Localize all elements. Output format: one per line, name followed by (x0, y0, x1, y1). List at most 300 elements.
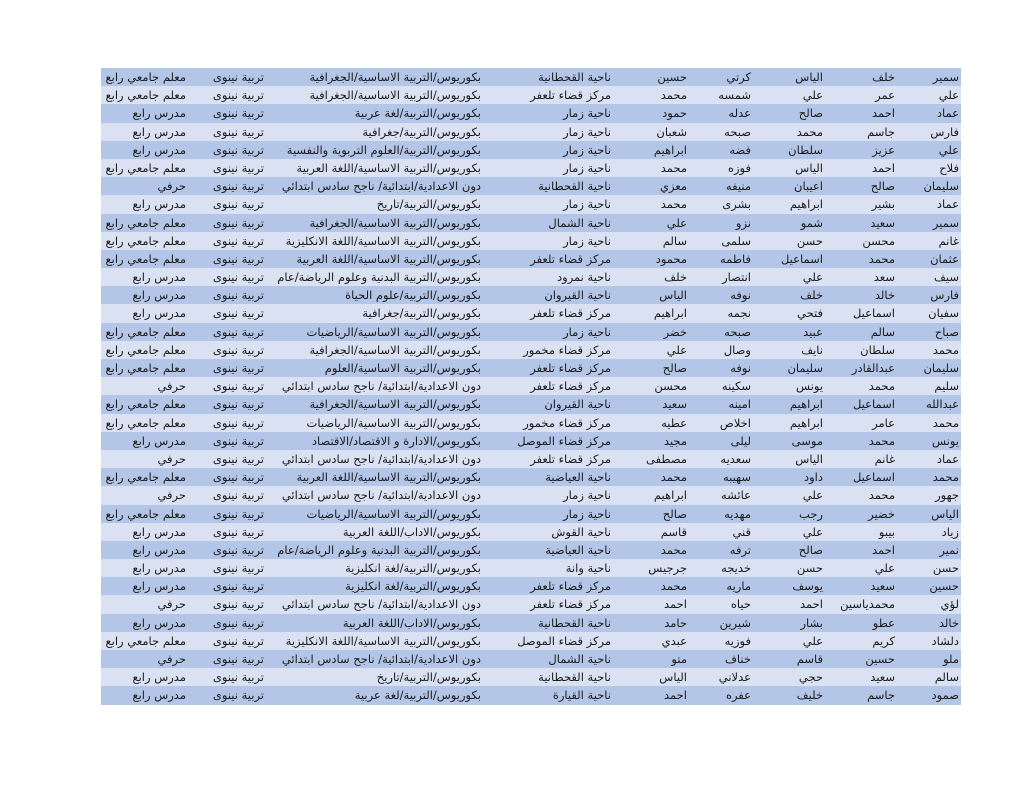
table-row (101, 559, 961, 577)
table-cell: عماد (936, 106, 959, 121)
table-cell: ناحية الشمال (548, 215, 611, 230)
table-cell: مركز قضاء تلعفر (530, 251, 611, 266)
table-cell: تربية نينوى (212, 361, 264, 375)
table-cell: حرفي (157, 597, 186, 612)
table-cell: مدرس رابع (132, 197, 186, 212)
table-cell: بكوريوس/التربية الاساسية/اللغة العربية (296, 251, 481, 266)
table-cell: معلم جامعي رابع (105, 633, 186, 648)
table-cell: علي (802, 633, 823, 648)
table-cell: عماد (936, 451, 959, 466)
table-cell: مركز قضاء تلعفر (530, 579, 611, 594)
table-cell: معزي (659, 179, 687, 194)
table-cell: وصال (723, 342, 751, 357)
table-cell: ابراهيم (653, 488, 687, 503)
table-cell: محمد (660, 470, 687, 485)
table-cell: ماريه (726, 579, 751, 594)
table-cell: ابراهيم (789, 197, 823, 212)
table-cell: قني (732, 524, 751, 539)
table-cell: بكوريوس/التربية الاساسية/الجغرافية (309, 70, 481, 84)
table-cell: سليمان (787, 361, 823, 375)
table-cell: سالم (870, 324, 895, 339)
table-cell: ناحية زمار (563, 106, 611, 121)
table-cell: تربية نينوى (212, 670, 264, 685)
table-cell: متو (671, 652, 687, 666)
table-cell: بكوريوس/التربية الاساسية/الجغرافية (309, 215, 481, 230)
table-cell: منيفه (725, 179, 751, 194)
table-cell: خضر (663, 324, 687, 339)
table-row (101, 104, 961, 122)
table-cell: تربية نينوى (212, 415, 264, 430)
table-cell: عبيد (803, 324, 823, 339)
table-cell: ترفه (729, 542, 751, 557)
table-cell: صباح (934, 324, 959, 339)
table-cell: تربية نينوى (212, 70, 264, 84)
table-cell: تربية نينوى (212, 342, 264, 357)
table-cell: صالح (798, 106, 823, 121)
table-cell: صالح (662, 361, 687, 375)
table-cell: سليمان (923, 179, 959, 194)
table-cell: احمد (664, 597, 687, 612)
table-row (101, 650, 961, 668)
table-cell: مدرس رابع (132, 688, 186, 703)
table-cell: نوفه (730, 288, 751, 303)
table-cell: دون الاعدادية/ابتدائية/ ناجح سادس ابتدائي (281, 597, 481, 612)
table-cell: جرجيس (648, 561, 687, 576)
table-row (101, 486, 961, 504)
table-cell: مصطفى (646, 451, 687, 466)
table-cell: مدرس رابع (132, 561, 186, 576)
table-row (101, 286, 961, 304)
table-cell: سعيد (662, 397, 687, 412)
table-cell: ابراهيم (653, 306, 687, 321)
table-cell: تربية نينوى (212, 542, 264, 557)
table-cell: محمد (932, 342, 959, 357)
table-cell: يونس (931, 433, 959, 448)
table-cell: جاسم (867, 688, 895, 703)
table-row (101, 159, 961, 177)
table-cell: حمود (662, 106, 687, 121)
table-cell: بكوريوس/التربية/جغرافية (362, 306, 481, 321)
table-cell: علي (666, 215, 687, 230)
table-cell: ناحية زمار (563, 233, 611, 248)
table-cell: عبدي (661, 633, 687, 648)
table-cell: ليلى (730, 433, 751, 448)
table-cell: تربية نينوى (212, 579, 264, 594)
table-cell: ناحية القيارة (552, 688, 611, 703)
table-cell: حسن (796, 561, 823, 576)
table-cell: مدرس رابع (132, 524, 186, 539)
table-cell: موسى (791, 433, 823, 448)
table-cell: تربية نينوى (212, 397, 264, 412)
table-cell: علي (802, 524, 823, 539)
table-cell: عدلاني (718, 670, 751, 685)
table-cell: الياس (795, 70, 823, 84)
table-cell: فارس (930, 124, 959, 139)
table-row (101, 323, 961, 341)
table-cell: دون الاعدادية/ابتدائية/ ناجح سادس ابتدائي (281, 379, 481, 394)
table-cell: بكوريوس/التربية الاساسية/الرياضيات (306, 324, 481, 339)
table-cell: معلم جامعي رابع (105, 324, 186, 339)
table-cell: سلطان (788, 142, 823, 157)
table-cell: مركز قضاء الموصل (517, 633, 611, 648)
table-row (101, 668, 961, 686)
table-cell: خلف (872, 70, 895, 84)
table-cell: مركز قضاء تلعفر (530, 597, 611, 612)
table-cell: تربية نينوى (212, 142, 264, 157)
table-cell: بكوريوس/الاداب/اللغة العربية (342, 524, 481, 539)
table-cell: تربية نينوى (212, 688, 264, 703)
table-cell: بكوريوس/التربية الاساسية/اللغة العربية (296, 470, 481, 485)
table-cell: تربية نينوى (212, 124, 264, 139)
table-cell: بكوريوس/التربية/تاريخ (376, 197, 481, 212)
table-cell: احمد (800, 597, 823, 612)
table-cell: معلم جامعي رابع (105, 233, 186, 248)
table-cell: احمد (664, 688, 687, 703)
table-cell: غانم (938, 233, 959, 248)
table-cell: مركز قضاء تلعفر (530, 361, 611, 375)
table-cell: معلم جامعي رابع (105, 342, 186, 357)
table-cell: تربية نينوى (212, 633, 264, 648)
table-cell: محمد (868, 433, 895, 448)
table-cell: بكوريوس/التربية البدنية وعلوم الرياضة/عام (277, 542, 481, 557)
table-cell: ابراهيم (789, 415, 823, 430)
table-cell: معلم جامعي رابع (105, 361, 186, 375)
table-row (101, 541, 961, 559)
table-cell: خناف (724, 652, 751, 666)
table-cell: حرفي (157, 179, 186, 194)
table-cell: ابراهيم (789, 397, 823, 412)
table-row (101, 395, 961, 413)
table-cell: بكوريوس/التربية/علوم الحياة (345, 288, 481, 303)
table-cell: احمد (872, 106, 895, 121)
table-cell: الياس (795, 160, 823, 175)
table-cell: بكوريوس/التربية/جغرافية (362, 124, 481, 139)
table-cell: محمد (796, 124, 823, 139)
table-cell: ناحية الشمال (548, 652, 611, 666)
table-cell: داود (804, 470, 823, 485)
table-cell: فوزه (727, 160, 751, 175)
table-cell: سمير (932, 215, 959, 230)
table-row (101, 304, 961, 322)
table-cell: ناحية نمرود (557, 270, 611, 285)
table-row (101, 177, 961, 195)
table-cell: سكينه (721, 379, 751, 394)
table-cell: اسماعيل (852, 397, 895, 412)
table-cell: ناحية القيروان (544, 288, 611, 303)
table-cell: بكوريوس/الاداب/اللغة العربية (342, 615, 481, 630)
table-cell: حرفي (157, 652, 186, 666)
table-cell: بكوريوس/التربية/تاريخ (376, 670, 481, 685)
table-cell: تربية نينوى (212, 597, 264, 612)
table-cell: محمد (932, 415, 959, 430)
table-cell: معلم جامعي رابع (105, 251, 186, 266)
table-row (101, 505, 961, 523)
table-cell: سعيد (870, 579, 895, 594)
table-cell: محمد (932, 470, 959, 485)
table-cell: علي (938, 142, 959, 157)
table-cell: نمير (939, 542, 959, 557)
table-cell: مركز قضاء مخمور (523, 415, 611, 430)
table-cell: سعد (873, 270, 895, 285)
table-cell: عطيه (661, 415, 687, 430)
table-cell: خالد (874, 288, 895, 303)
table-cell: احمد (872, 542, 895, 557)
table-cell: تربية نينوى (212, 524, 264, 539)
table-cell: مركز قضاء مخمور (523, 342, 611, 357)
table-cell: عفره (725, 688, 751, 703)
table-cell: امينه (728, 397, 751, 412)
table-cell: زياد (941, 524, 959, 539)
table-cell: محمد (660, 579, 687, 594)
table-cell: ناحية العياضية (545, 542, 611, 557)
table-cell: عطو (872, 615, 895, 630)
table-cell: بكوريوس/التربية الاساسية/اللغة العربية (296, 160, 481, 175)
table-cell: تربية نينوى (212, 615, 264, 630)
table-cell: يونس (795, 379, 823, 394)
table-row (101, 232, 961, 250)
table-cell: صبحه (724, 124, 751, 139)
table-cell: علي (666, 342, 687, 357)
table-cell: محمد (660, 197, 687, 212)
table-cell: سهيبه (722, 470, 751, 485)
table-cell: الياس (795, 451, 823, 466)
table-cell: سالم (934, 670, 959, 685)
table-cell: مركز قضاء الموصل (517, 433, 611, 448)
table-cell: جهور (935, 488, 959, 503)
table-cell: مدرس رابع (132, 124, 186, 139)
table-cell: مدرس رابع (132, 433, 186, 448)
table-row (101, 359, 961, 377)
table-cell: معلم جامعي رابع (105, 506, 186, 521)
table-row (101, 141, 961, 159)
table-cell: فاطمه (720, 251, 751, 266)
table-cell: عثمان (930, 251, 959, 266)
table-cell: تربية نينوى (212, 88, 264, 103)
table-cell: معلم جامعي رابع (105, 397, 186, 412)
table-cell: دون الاعدادية/ابتدائية/ ناجح سادس ابتدائي (281, 488, 481, 503)
table-cell: مدرس رابع (132, 142, 186, 157)
table-cell: كريم (872, 633, 895, 648)
table-cell: صالح (798, 542, 823, 557)
table-cell: حامد (664, 615, 687, 630)
table-cell: فلاح (939, 160, 959, 175)
table-cell: تربية نينوى (212, 433, 264, 448)
table-cell: سليمان (923, 361, 959, 375)
table-cell: مدرس رابع (132, 542, 186, 557)
table-cell: تربية نينوى (212, 288, 264, 303)
table-cell: بكوريوس/التربية الاساسية/اللغة الانكليزية (285, 233, 481, 248)
table-cell: سيف (933, 270, 959, 285)
table-cell: مركز قضاء تلعفر (530, 306, 611, 321)
table-cell: سليم (934, 379, 959, 394)
table-cell: بكوريوس/التربية الاساسية/الجغرافية (309, 342, 481, 357)
table-row (101, 414, 961, 432)
table-cell: جاسم (867, 124, 895, 139)
table-cell: رجب (799, 506, 823, 521)
table-row (101, 468, 961, 486)
table-cell: ناحية القحطانية (538, 179, 611, 194)
table-cell: تربية نينوى (212, 270, 264, 285)
table-cell: دون الاعدادية/ابتدائية/ ناجح سادس ابتدائي (281, 179, 481, 194)
table-row (101, 450, 961, 468)
table-cell: خضير (868, 506, 895, 521)
table-cell: ناحية زمار (563, 197, 611, 212)
table-cell: سفيان (928, 306, 959, 321)
table-cell: سمير (932, 70, 959, 84)
table-cell: نزو (735, 215, 751, 230)
table-cell: اسماعيل (852, 306, 895, 321)
table-cell: مدرس رابع (132, 306, 186, 321)
table-cell: الياس (931, 506, 959, 521)
table-cell: فوزيه (724, 633, 751, 648)
table-cell: تربية نينوى (212, 179, 264, 194)
table-cell: مدرس رابع (132, 288, 186, 303)
spreadsheet-table (101, 68, 961, 705)
table-cell: صالح (870, 179, 895, 194)
table-cell: ناحية القوش (551, 524, 611, 539)
table-cell: مركز قضاء تلعفر (530, 88, 611, 103)
table-cell: حسين (929, 579, 959, 594)
table-cell: فضه (729, 142, 751, 157)
table-row (101, 686, 961, 704)
table-cell: سلطان (860, 342, 895, 357)
table-row (101, 86, 961, 104)
table-cell: مركز قضاء تلعفر (530, 379, 611, 394)
table-cell: تربية نينوى (212, 251, 264, 266)
table-row (101, 250, 961, 268)
table-cell: نايف (801, 342, 823, 357)
table-cell: ناحية زمار (563, 488, 611, 503)
table-cell: تربية نينوى (212, 197, 264, 212)
table-cell: تربية نينوى (212, 561, 264, 576)
table-cell: نوفه (730, 361, 751, 375)
table-cell: الياس (659, 670, 687, 685)
table-cell: ناحية زمار (563, 160, 611, 175)
table-cell: ناحية القيروان (544, 397, 611, 412)
table-cell: معلم جامعي رابع (105, 415, 186, 430)
table-cell: حسين (865, 652, 895, 666)
table-cell: خليف (796, 688, 823, 703)
table-cell: عامر (872, 415, 895, 430)
table-cell: تربية نينوى (212, 506, 264, 521)
table-row (101, 632, 961, 650)
table-cell: بيبو (878, 524, 895, 539)
table-cell: بكوريوس/التربية/لغة انكليزية (345, 579, 481, 594)
table-cell: بكوريوس/التربية/لغة انكليزية (345, 561, 481, 576)
table-cell: ناحية زمار (563, 324, 611, 339)
table-cell: ناحية وانة (565, 561, 611, 576)
table-cell: محمد (868, 488, 895, 503)
table-cell: ناحية زمار (563, 506, 611, 521)
table-cell: شعبان (656, 124, 687, 139)
table-cell: حرفي (157, 379, 186, 394)
table-row (101, 432, 961, 450)
table-cell: سلمى (721, 233, 751, 248)
table-cell: مجيد (663, 433, 687, 448)
table-cell: علي (802, 270, 823, 285)
table-cell: محمد (660, 542, 687, 557)
table-cell: مدرس رابع (132, 615, 186, 630)
table-cell: قاسم (660, 524, 687, 539)
table-cell: اسماعيل (852, 470, 895, 485)
table-cell: مدرس رابع (132, 106, 186, 121)
table-row (101, 214, 961, 232)
table-cell: لؤي (940, 597, 959, 612)
table-cell: بكوريوس/التربية الاساسية/الرياضيات (306, 415, 481, 430)
table-cell: سالم (662, 233, 687, 248)
table-cell: خلف (664, 270, 687, 285)
table-cell: بكوريوس/التربية/العلوم التربوية والنفسية (286, 142, 481, 157)
table-cell: محمد (660, 88, 687, 103)
table-row (101, 377, 961, 395)
table-cell: عبدالله (925, 397, 959, 412)
table-row (101, 577, 961, 595)
table-cell: ناحية القحطانية (538, 70, 611, 84)
table-cell: تربية نينوى (212, 470, 264, 485)
table-cell: بكوريوس/التربية/لغة عربية (354, 688, 481, 703)
table-cell: محمود (655, 251, 687, 266)
table-cell: تربية نينوى (212, 652, 264, 666)
table-cell: الياس (659, 288, 687, 303)
table-cell: بكوريوس/التربية الاساسية/الجغرافية (309, 88, 481, 103)
table-cell: حسين (657, 70, 687, 84)
table-cell: حرفي (157, 451, 186, 466)
table-cell: اخلاص (719, 415, 751, 430)
table-cell: اعيبان (794, 179, 823, 194)
table-cell: تربية نينوى (212, 106, 264, 121)
table-cell: محسن (862, 233, 895, 248)
table-cell: ناحية القحطانية (538, 670, 611, 685)
table-row (101, 195, 961, 213)
table-cell: سعيد (870, 670, 895, 685)
table-cell: عبدالقادر (851, 361, 895, 375)
table-cell: عماد (936, 197, 959, 212)
table-cell: خلف (800, 288, 823, 303)
table-cell: سعديه (720, 451, 751, 466)
table-cell: دون الاعدادية/ابتدائية/ ناجح سادس ابتدائي (281, 451, 481, 466)
table-cell: انتصار (722, 270, 751, 285)
table-cell: مدرس رابع (132, 270, 186, 285)
table-cell: معلم جامعي رابع (105, 215, 186, 230)
table-row (101, 523, 961, 541)
table-cell: بكوريوس/التربية الاساسية/العلوم (324, 361, 481, 375)
table-cell: تربية نينوى (212, 306, 264, 321)
table-cell: محمدياسين (840, 597, 895, 612)
table-cell: دون الاعدادية/ابتدائية/ ناجح سادس ابتدائي (281, 652, 481, 666)
table-row (101, 595, 961, 613)
table-cell: علي (938, 88, 959, 103)
table-cell: بكوريوس/الادارة و الاقتصاد/الاقتصاد (311, 433, 481, 448)
table-cell: بشير (871, 197, 895, 212)
table-row (101, 268, 961, 286)
table-cell: شمو (800, 215, 823, 230)
table-cell: بكوريوس/التربية الاساسية/اللغة الانكليزية (285, 633, 481, 648)
table-cell: تربية نينوى (212, 379, 264, 394)
table-cell: بشرى (722, 197, 751, 212)
table-cell: صبحه (724, 324, 751, 339)
table-cell: ملو (943, 652, 959, 666)
table-cell: ناحية زمار (563, 142, 611, 157)
table-cell: معلم جامعي رابع (105, 88, 186, 103)
table-cell: محمد (660, 160, 687, 175)
table-row (101, 68, 961, 86)
table-cell: تربية نينوى (212, 233, 264, 248)
table-row (101, 341, 961, 359)
table-cell: خديجه (721, 561, 751, 576)
table-cell: عمر (875, 88, 895, 103)
table-cell: تربية نينوى (212, 324, 264, 339)
table-cell: يوسف (792, 579, 823, 594)
